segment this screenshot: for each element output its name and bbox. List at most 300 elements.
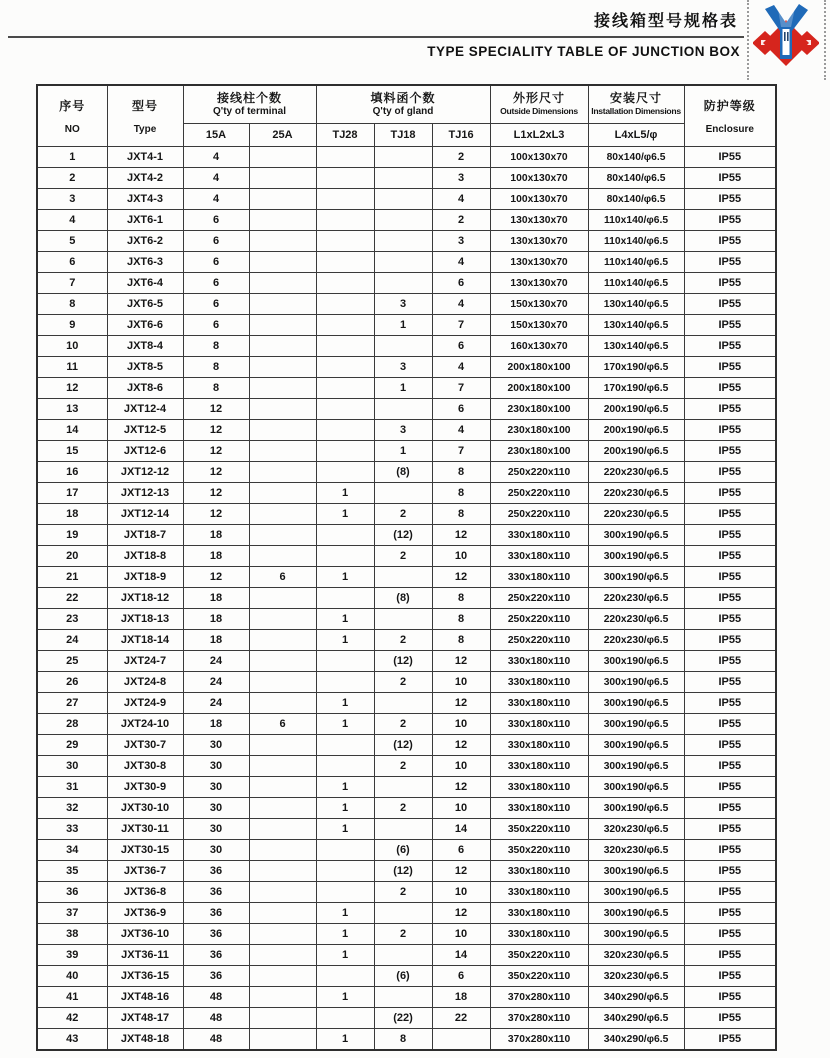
cell-terminal-25a — [249, 378, 316, 399]
cell-enclosure: IP55 — [684, 483, 776, 504]
cell-outside-dimensions: 160x130x70 — [490, 336, 588, 357]
cell-gland-tj28 — [316, 399, 374, 420]
cell-gland-tj18 — [374, 987, 432, 1008]
cell-installation-dimensions: 130x140/φ6.5 — [588, 336, 684, 357]
cell-no: 34 — [37, 840, 107, 861]
cell-gland-tj28: 1 — [316, 483, 374, 504]
col-header-tj28: TJ28 — [316, 124, 374, 147]
cell-no: 1 — [37, 147, 107, 168]
cell-gland-tj18: 1 — [374, 315, 432, 336]
cell-gland-tj16: 8 — [432, 588, 490, 609]
col-group-terminal-en: Q'ty of terminal — [213, 105, 286, 117]
cell-type: JXT6-2 — [107, 231, 183, 252]
cell-type: JXT12-5 — [107, 420, 183, 441]
cell-terminal-25a — [249, 315, 316, 336]
cell-no: 11 — [37, 357, 107, 378]
cell-outside-dimensions: 100x130x70 — [490, 189, 588, 210]
cell-no: 6 — [37, 252, 107, 273]
cell-terminal-25a — [249, 441, 316, 462]
cell-enclosure: IP55 — [684, 735, 776, 756]
cell-gland-tj28: 1 — [316, 609, 374, 630]
cell-type: JXT6-1 — [107, 210, 183, 231]
table-row — [37, 294, 776, 315]
cell-outside-dimensions: 100x130x70 — [490, 147, 588, 168]
cell-enclosure: IP55 — [684, 336, 776, 357]
cell-type: JXT4-3 — [107, 189, 183, 210]
table-row — [37, 399, 776, 420]
col-group-terminal — [183, 85, 316, 124]
cell-gland-tj18: (12) — [374, 525, 432, 546]
cell-terminal-15a: 18 — [183, 546, 249, 567]
cell-type: JXT18-13 — [107, 609, 183, 630]
cell-terminal-15a: 4 — [183, 168, 249, 189]
cell-outside-dimensions: 330x180x110 — [490, 693, 588, 714]
cell-terminal-25a — [249, 294, 316, 315]
cell-outside-dimensions: 150x130x70 — [490, 315, 588, 336]
cell-gland-tj28 — [316, 189, 374, 210]
cell-outside-dimensions: 330x180x110 — [490, 882, 588, 903]
cell-gland-tj28 — [316, 756, 374, 777]
cell-installation-dimensions: 220x230/φ6.5 — [588, 588, 684, 609]
cell-gland-tj18 — [374, 399, 432, 420]
cell-type: JXT36-15 — [107, 966, 183, 987]
cell-type: JXT12-4 — [107, 399, 183, 420]
cell-terminal-15a: 36 — [183, 903, 249, 924]
cell-gland-tj18: 1 — [374, 441, 432, 462]
cell-gland-tj18 — [374, 336, 432, 357]
cell-enclosure: IP55 — [684, 504, 776, 525]
cell-installation-dimensions: 130x140/φ6.5 — [588, 294, 684, 315]
cell-type: JXT36-8 — [107, 882, 183, 903]
cell-installation-dimensions: 300x190/φ6.5 — [588, 798, 684, 819]
cell-terminal-15a: 36 — [183, 945, 249, 966]
cell-no: 32 — [37, 798, 107, 819]
cell-no: 43 — [37, 1029, 107, 1051]
table-row — [37, 1008, 776, 1029]
table-row — [37, 819, 776, 840]
cell-enclosure: IP55 — [684, 651, 776, 672]
cell-no: 39 — [37, 945, 107, 966]
cell-terminal-15a: 48 — [183, 1029, 249, 1051]
col-group-gland-zh: 填料函个数 — [370, 90, 436, 105]
cell-terminal-15a: 36 — [183, 882, 249, 903]
col-header-outside-zh: 外形尺寸 — [513, 90, 566, 105]
col-header-15a: 15A — [183, 124, 249, 147]
cell-outside-dimensions: 330x180x110 — [490, 756, 588, 777]
cell-no: 13 — [37, 399, 107, 420]
cell-outside-dimensions: 370x280x110 — [490, 1029, 588, 1051]
cell-terminal-25a: 6 — [249, 714, 316, 735]
cell-terminal-15a: 24 — [183, 672, 249, 693]
cell-gland-tj18 — [374, 168, 432, 189]
cell-gland-tj28 — [316, 882, 374, 903]
cell-gland-tj28 — [316, 672, 374, 693]
cell-installation-dimensions: 200x190/φ6.5 — [588, 399, 684, 420]
cell-type: JXT18-7 — [107, 525, 183, 546]
cell-enclosure: IP55 — [684, 252, 776, 273]
cell-gland-tj18: 8 — [374, 1029, 432, 1051]
col-header-enclosure-en: Enclosure — [705, 123, 754, 135]
cell-gland-tj18: 2 — [374, 714, 432, 735]
cell-terminal-15a: 6 — [183, 294, 249, 315]
cell-enclosure: IP55 — [684, 840, 776, 861]
cell-terminal-25a — [249, 861, 316, 882]
cell-enclosure: IP55 — [684, 378, 776, 399]
cell-gland-tj28 — [316, 651, 374, 672]
cell-installation-dimensions: 220x230/φ6.5 — [588, 630, 684, 651]
cell-terminal-15a: 12 — [183, 483, 249, 504]
cell-gland-tj16: 6 — [432, 966, 490, 987]
cell-gland-tj18 — [374, 693, 432, 714]
cell-terminal-15a: 8 — [183, 336, 249, 357]
table-row — [37, 252, 776, 273]
company-logo — [753, 3, 819, 69]
cell-outside-dimensions: 330x180x110 — [490, 546, 588, 567]
cell-outside-dimensions: 330x180x110 — [490, 567, 588, 588]
cell-gland-tj18: 2 — [374, 546, 432, 567]
cell-gland-tj16: 6 — [432, 273, 490, 294]
cell-gland-tj28 — [316, 735, 374, 756]
cell-terminal-25a — [249, 504, 316, 525]
cell-gland-tj18: 2 — [374, 672, 432, 693]
cell-gland-tj16: 4 — [432, 357, 490, 378]
table-row — [37, 903, 776, 924]
cell-installation-dimensions: 320x230/φ6.5 — [588, 966, 684, 987]
cell-no: 5 — [37, 231, 107, 252]
col-header-outside-en: Outside Dimensions — [500, 105, 578, 116]
cell-outside-dimensions: 130x130x70 — [490, 252, 588, 273]
cell-outside-dimensions: 250x220x110 — [490, 462, 588, 483]
table-row — [37, 945, 776, 966]
cell-gland-tj18 — [374, 210, 432, 231]
col-header-type — [107, 85, 183, 147]
cell-outside-dimensions: 330x180x110 — [490, 924, 588, 945]
page-edge-dotted-line — [824, 0, 826, 80]
cell-installation-dimensions: 300x190/φ6.5 — [588, 756, 684, 777]
cell-gland-tj16: 14 — [432, 819, 490, 840]
cell-no: 33 — [37, 819, 107, 840]
cell-installation-dimensions: 300x190/φ6.5 — [588, 735, 684, 756]
table-row — [37, 840, 776, 861]
cell-no: 12 — [37, 378, 107, 399]
col-group-terminal-zh: 接线柱个数 — [217, 90, 283, 105]
table-row — [37, 525, 776, 546]
cell-type: JXT6-6 — [107, 315, 183, 336]
cell-gland-tj16: 10 — [432, 882, 490, 903]
cell-gland-tj28: 1 — [316, 924, 374, 945]
cell-gland-tj16: 22 — [432, 1008, 490, 1029]
cell-gland-tj16: 8 — [432, 630, 490, 651]
cell-enclosure: IP55 — [684, 189, 776, 210]
cell-outside-dimensions: 330x180x110 — [490, 798, 588, 819]
col-header-l1l2l3: L1xL2xL3 — [490, 124, 588, 147]
cell-outside-dimensions: 250x220x110 — [490, 630, 588, 651]
cell-gland-tj28 — [316, 441, 374, 462]
table-row — [37, 378, 776, 399]
cell-no: 30 — [37, 756, 107, 777]
cell-gland-tj16: 6 — [432, 336, 490, 357]
cell-enclosure: IP55 — [684, 357, 776, 378]
cell-outside-dimensions: 370x280x110 — [490, 987, 588, 1008]
cell-installation-dimensions: 80x140/φ6.5 — [588, 147, 684, 168]
cell-terminal-15a: 4 — [183, 189, 249, 210]
cell-gland-tj16: 8 — [432, 483, 490, 504]
cell-gland-tj16: 18 — [432, 987, 490, 1008]
cell-enclosure: IP55 — [684, 924, 776, 945]
cell-gland-tj28 — [316, 168, 374, 189]
cell-terminal-15a: 12 — [183, 567, 249, 588]
cell-enclosure: IP55 — [684, 525, 776, 546]
cell-gland-tj18: 2 — [374, 756, 432, 777]
cell-enclosure: IP55 — [684, 315, 776, 336]
cell-enclosure: IP55 — [684, 294, 776, 315]
cell-gland-tj16: 8 — [432, 504, 490, 525]
cell-installation-dimensions: 320x230/φ6.5 — [588, 945, 684, 966]
cell-no: 22 — [37, 588, 107, 609]
cell-gland-tj16: 10 — [432, 756, 490, 777]
cell-gland-tj18: 2 — [374, 882, 432, 903]
cell-enclosure: IP55 — [684, 546, 776, 567]
cell-type: JXT24-8 — [107, 672, 183, 693]
table-row — [37, 651, 776, 672]
junction-box-brand-emblem-icon — [753, 3, 819, 69]
cell-terminal-25a — [249, 588, 316, 609]
cell-terminal-15a: 30 — [183, 819, 249, 840]
cell-no: 10 — [37, 336, 107, 357]
cell-gland-tj28 — [316, 210, 374, 231]
cell-terminal-25a — [249, 651, 316, 672]
cell-type: JXT30-11 — [107, 819, 183, 840]
cell-enclosure: IP55 — [684, 210, 776, 231]
table-row — [37, 336, 776, 357]
col-header-tj16: TJ16 — [432, 124, 490, 147]
cell-terminal-25a — [249, 609, 316, 630]
cell-installation-dimensions: 300x190/φ6.5 — [588, 693, 684, 714]
cell-installation-dimensions: 110x140/φ6.5 — [588, 231, 684, 252]
cell-terminal-15a: 30 — [183, 840, 249, 861]
table-row — [37, 714, 776, 735]
cell-type: JXT36-7 — [107, 861, 183, 882]
cell-outside-dimensions: 250x220x110 — [490, 483, 588, 504]
cell-gland-tj16: 14 — [432, 945, 490, 966]
cell-terminal-25a — [249, 399, 316, 420]
cell-gland-tj28 — [316, 252, 374, 273]
cell-gland-tj28 — [316, 357, 374, 378]
cell-outside-dimensions: 330x180x110 — [490, 777, 588, 798]
cell-enclosure: IP55 — [684, 987, 776, 1008]
cell-gland-tj18: (12) — [374, 651, 432, 672]
cell-installation-dimensions: 300x190/φ6.5 — [588, 567, 684, 588]
cell-terminal-15a: 30 — [183, 756, 249, 777]
cell-gland-tj18: (6) — [374, 966, 432, 987]
col-header-tj18: TJ18 — [374, 124, 432, 147]
cell-gland-tj16: 12 — [432, 567, 490, 588]
cell-no: 18 — [37, 504, 107, 525]
cell-installation-dimensions: 220x230/φ6.5 — [588, 462, 684, 483]
table-row — [37, 672, 776, 693]
cell-installation-dimensions: 220x230/φ6.5 — [588, 504, 684, 525]
cell-enclosure: IP55 — [684, 567, 776, 588]
cell-gland-tj28 — [316, 966, 374, 987]
col-header-no-zh: 序号 — [59, 99, 86, 114]
cell-outside-dimensions: 330x180x110 — [490, 714, 588, 735]
cell-enclosure: IP55 — [684, 882, 776, 903]
cell-installation-dimensions: 320x230/φ6.5 — [588, 840, 684, 861]
cell-enclosure: IP55 — [684, 945, 776, 966]
cell-terminal-15a: 18 — [183, 588, 249, 609]
cell-enclosure: IP55 — [684, 588, 776, 609]
cell-outside-dimensions: 230x180x100 — [490, 399, 588, 420]
cell-gland-tj18 — [374, 273, 432, 294]
cell-outside-dimensions: 200x180x100 — [490, 357, 588, 378]
cell-gland-tj16 — [432, 1029, 490, 1051]
cell-type: JXT6-5 — [107, 294, 183, 315]
cell-terminal-25a — [249, 819, 316, 840]
cell-terminal-15a: 6 — [183, 273, 249, 294]
cell-terminal-15a: 4 — [183, 147, 249, 168]
cell-gland-tj18: (22) — [374, 1008, 432, 1029]
table-row — [37, 987, 776, 1008]
page-title-zh: 接线箱型号规格表 — [593, 13, 738, 30]
col-header-install-en: Installation Dimensions — [591, 105, 681, 116]
cell-gland-tj28: 1 — [316, 504, 374, 525]
cell-gland-tj28: 1 — [316, 714, 374, 735]
cell-no: 20 — [37, 546, 107, 567]
cell-no: 9 — [37, 315, 107, 336]
cell-terminal-25a — [249, 756, 316, 777]
table-row — [37, 735, 776, 756]
cell-no: 40 — [37, 966, 107, 987]
title-divider-rule — [8, 36, 744, 38]
cell-no: 26 — [37, 672, 107, 693]
table-row — [37, 966, 776, 987]
cell-gland-tj16: 2 — [432, 147, 490, 168]
table-row — [37, 504, 776, 525]
cell-installation-dimensions: 110x140/φ6.5 — [588, 273, 684, 294]
cell-type: JXT24-7 — [107, 651, 183, 672]
cell-gland-tj28: 1 — [316, 798, 374, 819]
cell-outside-dimensions: 230x180x100 — [490, 420, 588, 441]
cell-terminal-15a: 48 — [183, 987, 249, 1008]
cell-gland-tj18 — [374, 252, 432, 273]
cell-enclosure: IP55 — [684, 756, 776, 777]
cell-no: 31 — [37, 777, 107, 798]
cell-terminal-25a — [249, 210, 316, 231]
logo-separator-dotted-line — [747, 0, 749, 80]
cell-gland-tj16: 6 — [432, 840, 490, 861]
cell-installation-dimensions: 220x230/φ6.5 — [588, 483, 684, 504]
cell-installation-dimensions: 340x290/φ6.5 — [588, 1029, 684, 1051]
cell-terminal-15a: 8 — [183, 378, 249, 399]
cell-enclosure: IP55 — [684, 462, 776, 483]
table-row — [37, 483, 776, 504]
cell-gland-tj16: 6 — [432, 399, 490, 420]
table-row — [37, 1029, 776, 1051]
cell-terminal-15a: 12 — [183, 462, 249, 483]
cell-installation-dimensions: 320x230/φ6.5 — [588, 819, 684, 840]
cell-terminal-25a — [249, 483, 316, 504]
cell-terminal-15a: 36 — [183, 861, 249, 882]
cell-gland-tj16: 3 — [432, 231, 490, 252]
cell-enclosure: IP55 — [684, 903, 776, 924]
cell-gland-tj18: 2 — [374, 504, 432, 525]
cell-outside-dimensions: 250x220x110 — [490, 588, 588, 609]
cell-no: 14 — [37, 420, 107, 441]
cell-gland-tj28 — [316, 840, 374, 861]
cell-outside-dimensions: 250x220x110 — [490, 609, 588, 630]
cell-gland-tj28 — [316, 420, 374, 441]
cell-gland-tj16: 12 — [432, 861, 490, 882]
table-row — [37, 861, 776, 882]
cell-terminal-25a — [249, 798, 316, 819]
cell-terminal-15a: 8 — [183, 357, 249, 378]
cell-terminal-15a: 12 — [183, 399, 249, 420]
table-row — [37, 546, 776, 567]
cell-no: 37 — [37, 903, 107, 924]
cell-installation-dimensions: 300x190/φ6.5 — [588, 672, 684, 693]
cell-terminal-25a — [249, 903, 316, 924]
cell-no: 4 — [37, 210, 107, 231]
cell-terminal-25a — [249, 357, 316, 378]
cell-enclosure: IP55 — [684, 231, 776, 252]
cell-terminal-25a — [249, 882, 316, 903]
cell-no: 3 — [37, 189, 107, 210]
cell-terminal-25a — [249, 924, 316, 945]
cell-terminal-15a: 12 — [183, 420, 249, 441]
cell-no: 35 — [37, 861, 107, 882]
cell-installation-dimensions: 300x190/φ6.5 — [588, 546, 684, 567]
cell-type: JXT30-15 — [107, 840, 183, 861]
cell-gland-tj18: (12) — [374, 735, 432, 756]
cell-enclosure: IP55 — [684, 630, 776, 651]
cell-type: JXT6-4 — [107, 273, 183, 294]
cell-gland-tj28: 1 — [316, 903, 374, 924]
cell-type: JXT30-10 — [107, 798, 183, 819]
cell-outside-dimensions: 330x180x110 — [490, 735, 588, 756]
cell-terminal-25a: 6 — [249, 567, 316, 588]
cell-installation-dimensions: 130x140/φ6.5 — [588, 315, 684, 336]
cell-gland-tj28 — [316, 315, 374, 336]
table-row — [37, 693, 776, 714]
cell-outside-dimensions: 130x130x70 — [490, 210, 588, 231]
cell-outside-dimensions: 330x180x110 — [490, 672, 588, 693]
cell-terminal-15a: 6 — [183, 252, 249, 273]
cell-type: JXT30-8 — [107, 756, 183, 777]
cell-outside-dimensions: 350x220x110 — [490, 840, 588, 861]
cell-installation-dimensions: 300x190/φ6.5 — [588, 651, 684, 672]
cell-gland-tj18 — [374, 231, 432, 252]
cell-gland-tj18: (8) — [374, 588, 432, 609]
cell-enclosure: IP55 — [684, 399, 776, 420]
cell-installation-dimensions: 340x290/φ6.5 — [588, 987, 684, 1008]
table-row — [37, 210, 776, 231]
table-row — [37, 882, 776, 903]
cell-gland-tj16: 4 — [432, 420, 490, 441]
cell-terminal-15a: 30 — [183, 777, 249, 798]
cell-gland-tj16: 12 — [432, 651, 490, 672]
cell-gland-tj18: 2 — [374, 630, 432, 651]
cell-gland-tj16: 2 — [432, 210, 490, 231]
cell-gland-tj18: 2 — [374, 798, 432, 819]
cell-no: 8 — [37, 294, 107, 315]
cell-gland-tj16: 7 — [432, 315, 490, 336]
col-header-no-en: NO — [64, 123, 80, 135]
cell-type: JXT30-7 — [107, 735, 183, 756]
cell-outside-dimensions: 130x130x70 — [490, 273, 588, 294]
table-row — [37, 231, 776, 252]
cell-terminal-15a: 24 — [183, 693, 249, 714]
cell-type: JXT24-10 — [107, 714, 183, 735]
